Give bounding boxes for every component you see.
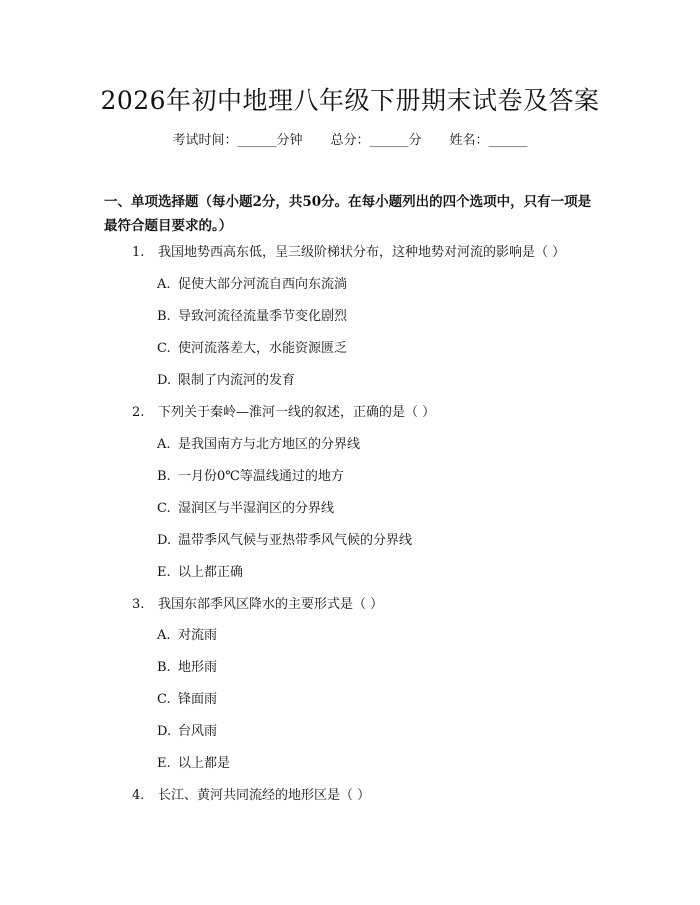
question-text: 长江、黄河共同流经的地形区是（ ） <box>158 788 371 803</box>
option-letter: D. <box>157 373 172 388</box>
option-text: 促使大部分河流自西向东流淌 <box>178 277 348 292</box>
student-name-field: 姓名：______ <box>449 133 528 148</box>
question-1 <box>132 243 565 263</box>
question-3-option-a <box>157 626 217 646</box>
option-text: 导致河流径流量季节变化剧烈 <box>178 309 348 324</box>
question-1-option-d <box>157 371 295 391</box>
question-4 <box>132 786 370 806</box>
option-letter: B. <box>157 660 171 675</box>
question-3-option-e <box>157 754 230 774</box>
option-letter: E. <box>157 565 171 580</box>
option-letter: A. <box>157 437 171 452</box>
question-number: 2. <box>132 405 145 420</box>
option-text: 地形雨 <box>178 660 218 675</box>
option-letter: D. <box>157 724 172 739</box>
question-1-option-a <box>157 275 347 295</box>
question-number: 4. <box>132 788 145 803</box>
option-letter: B. <box>157 469 171 484</box>
question-text: 我国东部季风区降水的主要形式是（ ） <box>158 597 384 612</box>
question-2-option-d <box>157 531 412 551</box>
question-2-option-a <box>157 435 360 455</box>
option-letter: B. <box>157 309 171 324</box>
question-3-option-b <box>157 658 217 678</box>
option-text: 温带季风气候与亚热带季风气候的分界线 <box>178 533 413 548</box>
exam-score-field: 总分：______分 <box>330 133 422 148</box>
question-number: 3. <box>132 597 145 612</box>
option-text: 锋面雨 <box>178 692 218 707</box>
question-number: 1. <box>132 245 145 260</box>
option-letter: C. <box>157 341 171 356</box>
option-letter: C. <box>157 692 171 707</box>
option-text: 使河流落差大，水能资源匮乏 <box>178 341 348 356</box>
question-1-option-c <box>157 339 347 359</box>
exam-time-field: 考试时间：______分钟 <box>172 133 303 148</box>
option-text: 台风雨 <box>178 724 218 739</box>
option-text: 以上都是 <box>178 756 231 771</box>
question-3 <box>132 595 383 615</box>
question-3-option-c <box>157 690 217 710</box>
option-letter: A. <box>157 277 171 292</box>
question-2-option-c <box>157 499 334 519</box>
question-text: 我国地势西高东低，呈三级阶梯状分布，这种地势对河流的影响是（ ） <box>158 245 566 260</box>
question-2 <box>132 403 435 423</box>
option-letter: A. <box>157 628 171 643</box>
exam-title: 2026年初中地理八年级下册期末试卷及答案 <box>100 86 600 115</box>
option-text: 一月份0℃等温线通过的地方 <box>178 469 344 484</box>
exam-meta-line <box>0 131 700 151</box>
option-text: 对流雨 <box>178 628 218 643</box>
question-text: 下列关于秦岭—淮河一线的叙述，正确的是（ ） <box>158 405 436 420</box>
option-letter: D. <box>157 533 172 548</box>
section-heading: 一、单项选择题（每小题2分，共50分。在每小题列出的四个选项中，只有一项是最符合题目要求的。） <box>104 194 592 234</box>
question-1-option-b <box>157 307 347 327</box>
option-text: 限制了内流河的发育 <box>178 373 296 388</box>
option-text: 是我国南方与北方地区的分界线 <box>178 437 361 452</box>
option-letter: E. <box>157 756 171 771</box>
question-2-option-b <box>157 467 344 487</box>
question-3-option-d <box>157 722 217 742</box>
option-text: 以上都正确 <box>178 565 244 580</box>
option-text: 湿润区与半湿润区的分界线 <box>178 501 335 516</box>
option-letter: C. <box>157 501 171 516</box>
question-2-option-e <box>157 563 243 583</box>
